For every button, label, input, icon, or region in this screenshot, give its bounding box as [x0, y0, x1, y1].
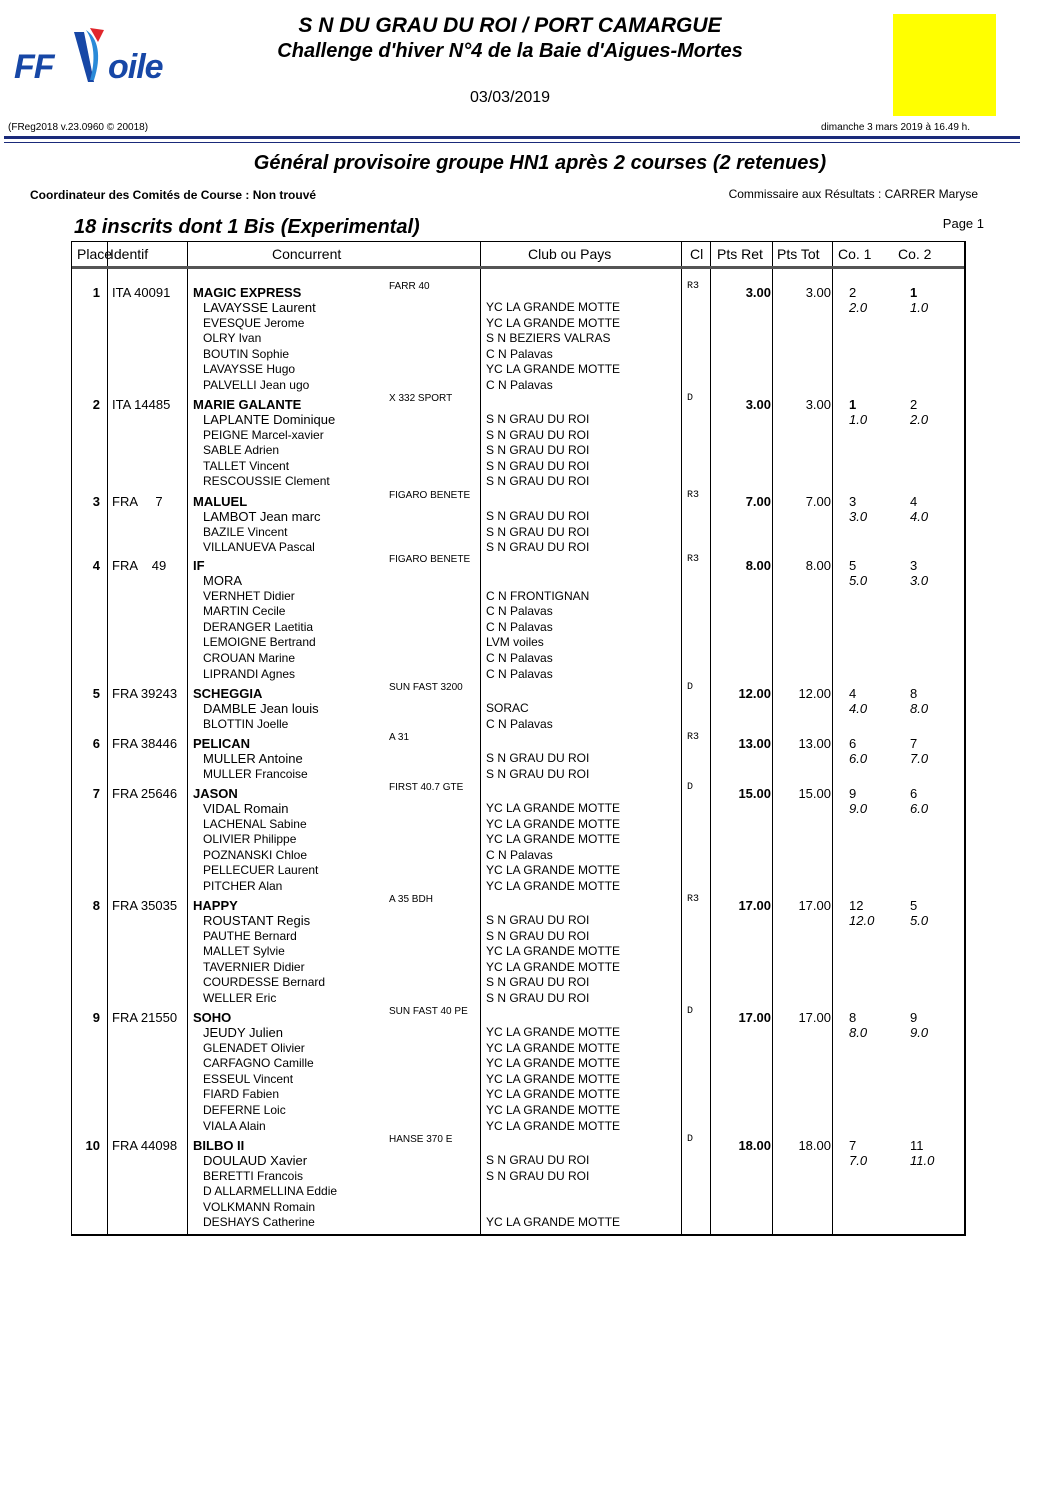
crew-club: YC LA GRANDE MOTTE	[486, 863, 621, 878]
race1-rank: 5	[849, 558, 857, 573]
crew-member	[72, 667, 964, 682]
race1-points: 8.0	[849, 1025, 868, 1040]
race1-rank: 9	[849, 786, 857, 801]
race2-rank: 6	[910, 786, 918, 801]
crew-member	[72, 540, 964, 555]
yellow-flag-box	[893, 14, 996, 116]
crew-club: S N GRAU DU ROI	[486, 991, 590, 1005]
place-number: 9	[92, 1010, 100, 1025]
class-code: D	[687, 393, 694, 404]
crew-member	[72, 651, 964, 666]
boat-name: MALUEL	[193, 494, 248, 509]
crew-club: C N Palavas	[486, 378, 553, 392]
sail-number: FRA 35035	[112, 898, 178, 913]
crew-name: BAZILE Vincent	[203, 524, 288, 539]
col-cl: Cl	[690, 246, 704, 262]
race1-points: 7.0	[849, 1153, 868, 1168]
crew-name: PEIGNE Marcel-xavier	[203, 427, 324, 442]
sail-number: FRA 25646	[112, 786, 178, 801]
crew-name: LIPRANDI Agnes	[203, 666, 296, 681]
crew-member	[72, 362, 964, 377]
crew-club: YC LA GRANDE MOTTE	[486, 801, 621, 815]
boat-name: SCHEGGIA	[193, 686, 263, 701]
crew-club: S N GRAU DU ROI	[486, 766, 590, 781]
class-code: R3	[687, 490, 700, 501]
race2-rank: 11	[910, 1138, 924, 1153]
class-code: R3	[687, 554, 700, 565]
points-retained: 18.00	[738, 1138, 771, 1153]
race1-points: 4.0	[849, 701, 868, 716]
skipper-name: LAVAYSSE Laurent	[203, 300, 316, 315]
crew-name: DEFERNE Loic	[203, 1103, 286, 1117]
crew-name: D ALLARMELLINA Eddie	[203, 1184, 338, 1199]
col-place: Place	[77, 246, 113, 262]
crew-club: C N Palavas	[486, 847, 553, 862]
class-code: R3	[687, 732, 700, 743]
boat-type: A 31	[389, 732, 410, 743]
col-club: Club ou Pays	[528, 246, 612, 262]
col-pts-ret: Pts Ret	[717, 246, 763, 262]
crew-member	[72, 751, 964, 766]
race1-rank: 1	[849, 397, 857, 412]
crew-member	[72, 1153, 964, 1168]
crew-name: DERANGER Laetitia	[203, 619, 314, 634]
crew-name: CROUAN Marine	[203, 651, 296, 665]
crew-name: GLENADET Olivier	[203, 1040, 305, 1055]
crew-member	[72, 879, 964, 894]
crew-club: SORAC	[486, 701, 529, 715]
race1-rank: 2	[849, 285, 857, 300]
boat-name: PELICAN	[193, 736, 251, 751]
sail-v-icon	[72, 26, 106, 84]
crew-name: MULLER Francoise	[203, 766, 308, 781]
points-retained: 3.00	[745, 285, 771, 300]
class-code: R3	[687, 281, 700, 292]
crew-member	[72, 347, 964, 362]
place-number: 2	[92, 397, 100, 412]
crew-club: C N Palavas	[486, 346, 553, 361]
crew-member	[72, 620, 964, 635]
crew-name: BOUTIN Sophie	[203, 346, 290, 361]
crew-club: YC LA GRANDE MOTTE	[486, 959, 621, 974]
crew-member	[72, 1041, 964, 1056]
points-retained: 15.00	[738, 786, 771, 801]
crew-name: OLRY Ivan	[203, 331, 262, 346]
place-number: 7	[92, 786, 100, 801]
page-number: Page 1	[942, 216, 984, 231]
class-code: R3	[687, 894, 700, 905]
boat-type: X 332 SPORT	[389, 393, 453, 404]
crew-club: S N GRAU DU ROI	[486, 524, 590, 539]
race1-points: 6.0	[849, 751, 868, 766]
crew-member	[72, 1184, 964, 1199]
race1-rank: 7	[849, 1138, 857, 1153]
race2-points: 1.0	[910, 300, 929, 315]
crew-member	[72, 975, 964, 990]
crew-member	[72, 717, 964, 732]
sail-number: ITA 14485	[112, 397, 171, 412]
class-code: D	[687, 1006, 694, 1017]
skipper-name: MULLER Antoine	[203, 751, 303, 766]
crew-member	[72, 848, 964, 863]
crew-member	[72, 378, 964, 393]
race2-points: 7.0	[910, 751, 929, 766]
race2-rank: 5	[910, 898, 918, 913]
points-total: 3.00	[805, 397, 831, 412]
crew-club: C N Palavas	[486, 604, 553, 619]
crew-name: COURDESSE Bernard	[203, 975, 326, 990]
crew-name: RESCOUSSIE Clement	[203, 474, 330, 489]
crew-name: VOLKMANN Romain	[203, 1199, 316, 1214]
crew-name: VILLANUEVA Pascal	[203, 540, 315, 555]
commissioner-line: Commissaire aux Résultats : CARRER Maryse	[728, 187, 978, 201]
points-retained: 13.00	[738, 736, 771, 751]
crew-member	[72, 801, 964, 816]
results-subtitle: Général provisoire groupe HN1 après 2 courses (2 retenues)	[253, 152, 827, 174]
race2-rank: 2	[910, 397, 918, 412]
crew-club: S N GRAU DU ROI	[486, 1153, 590, 1167]
points-total: 17.00	[798, 898, 831, 913]
points-total: 8.00	[805, 558, 831, 573]
race1-rank: 12	[849, 898, 864, 913]
crew-member	[72, 428, 964, 443]
crew-club: YC LA GRANDE MOTTE	[486, 1025, 621, 1039]
race2-points: 8.0	[910, 701, 929, 716]
boat-name: MAGIC EXPRESS	[193, 285, 302, 300]
points-total: 12.00	[798, 686, 831, 701]
points-retained: 3.00	[745, 397, 771, 412]
race1-rank: 3	[849, 494, 857, 509]
place-number: 10	[85, 1138, 100, 1153]
entries-summary: 18 inscrits dont 1 Bis (Experimental)	[74, 216, 420, 238]
race2-rank: 1	[910, 285, 918, 300]
crew-member	[72, 929, 964, 944]
crew-name: EVESQUE Jerome	[203, 315, 305, 330]
skipper-name: LAMBOT Jean marc	[203, 509, 321, 524]
crew-member	[72, 1119, 964, 1134]
crew-name: DESHAYS Catherine	[203, 1215, 315, 1230]
boat-type: FIRST 40.7 GTE	[389, 782, 464, 793]
skipper-name: JEUDY Julien	[203, 1025, 283, 1040]
crew-member	[72, 767, 964, 782]
points-total: 15.00	[798, 786, 831, 801]
crew-club: S N GRAU DU ROI	[486, 458, 590, 473]
boat-name: IF	[193, 558, 205, 573]
race1-points: 3.0	[849, 509, 868, 524]
crew-club: S N GRAU DU ROI	[486, 412, 590, 426]
sail-number: FRA 49	[112, 558, 167, 573]
points-retained: 17.00	[738, 898, 771, 913]
crew-club: C N FRONTIGNAN	[486, 588, 590, 603]
race2-points: 6.0	[910, 801, 929, 816]
crew-member	[72, 817, 964, 832]
crew-member	[72, 832, 964, 847]
crew-club: YC LA GRANDE MOTTE	[486, 1056, 621, 1071]
crew-name: PAUTHE Bernard	[203, 928, 297, 943]
crew-member	[72, 316, 964, 331]
crew-club: LVM voiles	[486, 635, 544, 650]
skipper-name: ROUSTANT Regis	[203, 913, 311, 928]
crew-club: C N Palavas	[486, 619, 553, 634]
crew-club: YC LA GRANDE MOTTE	[486, 362, 621, 377]
results-table	[71, 241, 966, 1236]
sail-number: FRA 44098	[112, 1138, 178, 1153]
crew-member	[72, 459, 964, 474]
points-total: 7.00	[805, 494, 831, 509]
crew-member	[72, 331, 964, 346]
race2-rank: 3	[910, 558, 918, 573]
crew-member	[72, 635, 964, 650]
crew-name: PELLECUER Laurent	[203, 863, 319, 878]
event-title: Challenge d'hiver N°4 de la Baie d'Aigues-Mortes	[277, 40, 743, 62]
race2-points: 11.0	[910, 1153, 935, 1168]
crew-member	[72, 701, 964, 716]
race2-rank: 8	[910, 686, 918, 701]
points-total: 13.00	[798, 736, 831, 751]
crew-club: S N GRAU DU ROI	[486, 474, 590, 489]
race1-points: 5.0	[849, 573, 868, 588]
crew-club: YC LA GRANDE MOTTE	[486, 1103, 621, 1117]
crew-name: PALVELLI Jean ugo	[203, 378, 310, 392]
col-co1: Co. 1	[838, 246, 872, 262]
crew-club: YC LA GRANDE MOTTE	[486, 1040, 621, 1055]
boat-name: JASON	[193, 786, 238, 801]
crew-member	[72, 525, 964, 540]
crew-member	[72, 474, 964, 489]
crew-club: YC LA GRANDE MOTTE	[486, 944, 621, 959]
race2-rank: 7	[910, 736, 918, 751]
crew-club: C N Palavas	[486, 651, 553, 665]
crew-name: LEMOIGNE Bertrand	[203, 635, 316, 650]
points-retained: 7.00	[745, 494, 771, 509]
crew-name: MARTIN Cecile	[203, 604, 286, 619]
crew-club: YC LA GRANDE MOTTE	[486, 315, 621, 330]
crew-name: VERNHET Didier	[203, 588, 295, 603]
crew-member	[72, 960, 964, 975]
crew-name: PITCHER Alan	[203, 879, 283, 893]
crew-name: LACHENAL Sabine	[203, 816, 307, 831]
crew-club: YC LA GRANDE MOTTE	[486, 879, 621, 893]
crew-member	[72, 1215, 964, 1230]
crew-member	[72, 1087, 964, 1102]
col-identif: Identif	[110, 246, 149, 262]
col-pts-tot: Pts Tot	[777, 246, 820, 262]
place-number: 5	[92, 686, 100, 701]
boat-type: FIGARO BENETE	[389, 490, 471, 501]
race2-rank: 9	[910, 1010, 918, 1025]
boat-type: A 35 BDH	[389, 894, 433, 905]
race1-points: 1.0	[849, 412, 868, 427]
race2-points: 5.0	[910, 913, 929, 928]
crew-club: YC LA GRANDE MOTTE	[486, 816, 621, 831]
race2-points: 3.0	[910, 573, 929, 588]
ffvoile-logo: FF oile	[14, 24, 164, 86]
points-total: 17.00	[798, 1010, 831, 1025]
race1-points: 12.0	[849, 913, 875, 928]
crew-name: BLOTTIN Joelle	[203, 716, 289, 731]
boat-type: SUN FAST 40 PE	[389, 1006, 468, 1017]
sail-number: FRA 7	[112, 494, 163, 509]
crew-name: LAVAYSSE Hugo	[203, 362, 296, 377]
crew-name: CARFAGNO Camille	[203, 1056, 314, 1071]
boat-type: FARR 40	[389, 281, 430, 292]
points-total: 18.00	[798, 1138, 831, 1153]
crew-member	[72, 1169, 964, 1184]
crew-member	[72, 1200, 964, 1215]
crew-club: S N GRAU DU ROI	[486, 443, 590, 458]
crew-member	[72, 1103, 964, 1118]
crew-name: MALLET Sylvie	[203, 944, 285, 959]
crew-member	[72, 913, 964, 928]
points-total: 3.00	[805, 285, 831, 300]
sail-number: FRA 39243	[112, 686, 178, 701]
race2-points: 2.0	[910, 412, 929, 427]
class-code: D	[687, 782, 694, 793]
place-number: 6	[92, 736, 100, 751]
place-number: 4	[92, 558, 100, 573]
crew-club: YC LA GRANDE MOTTE	[486, 832, 621, 847]
crew-name: TALLET Vincent	[203, 458, 290, 473]
coordinator-line: Coordinateur des Comités de Course : Non trouvé	[30, 188, 317, 202]
crew-club: YC LA GRANDE MOTTE	[486, 1118, 621, 1133]
crew-club: S N GRAU DU ROI	[486, 509, 590, 523]
boat-type: SUN FAST 3200	[389, 682, 463, 693]
class-code: D	[687, 1134, 694, 1145]
crew-name: WELLER Eric	[203, 991, 277, 1005]
crew-name: VIALA Alain	[203, 1118, 266, 1133]
race1-points: 9.0	[849, 801, 868, 816]
crew-member	[72, 300, 964, 315]
crew-club: S N GRAU DU ROI	[486, 975, 590, 990]
crew-name: BERETTI Francois	[203, 1168, 304, 1183]
crew-member	[72, 589, 964, 604]
crew-name: SABLE Adrien	[203, 443, 280, 458]
software-version: (FReg2018 v.23.0960 © 20018)	[8, 122, 149, 133]
crew-club: S N GRAU DU ROI	[486, 1168, 590, 1183]
crew-club: YC LA GRANDE MOTTE	[486, 1087, 621, 1102]
points-retained: 8.00	[745, 558, 771, 573]
crew-name: TAVERNIER Didier	[203, 959, 305, 974]
printed-timestamp: dimanche 3 mars 2019 à 16.49 h.	[821, 122, 970, 133]
boat-name: BILBO II	[193, 1138, 245, 1153]
crew-member	[72, 509, 964, 524]
race1-points: 2.0	[849, 300, 868, 315]
skipper-name: DAMBLE Jean louis	[203, 701, 319, 716]
boat-name: HAPPY	[193, 898, 238, 913]
skipper-name: DOULAUD Xavier	[203, 1153, 308, 1168]
header-divider-thin	[4, 142, 1020, 143]
sail-number: FRA 38446	[112, 736, 178, 751]
crew-club: YC LA GRANDE MOTTE	[486, 1215, 621, 1230]
crew-member	[72, 1025, 964, 1040]
crew-member	[72, 443, 964, 458]
col-concurrent: Concurrent	[272, 246, 342, 262]
crew-club: S N GRAU DU ROI	[486, 928, 590, 943]
place-number: 3	[92, 494, 100, 509]
crew-member	[72, 863, 964, 878]
crew-member	[72, 1056, 964, 1071]
race2-rank: 4	[910, 494, 918, 509]
race1-rank: 4	[849, 686, 857, 701]
race1-rank: 6	[849, 736, 857, 751]
race1-rank: 8	[849, 1010, 857, 1025]
page-title: S N DU GRAU DU ROI / PORT CAMARGUE	[298, 14, 722, 37]
race2-points: 4.0	[910, 509, 929, 524]
crew-name: POZNANSKI Chloe	[203, 847, 308, 862]
crew-member	[72, 412, 964, 427]
boat-name: SOHO	[193, 1010, 232, 1025]
boat-name: MARIE GALANTE	[193, 397, 302, 412]
crew-club: S N GRAU DU ROI	[486, 427, 590, 442]
header-divider	[4, 136, 1020, 139]
crew-club: YC LA GRANDE MOTTE	[486, 1071, 621, 1086]
crew-name: ESSEUL Vincent	[203, 1071, 294, 1086]
crew-member	[72, 991, 964, 1006]
boat-type: FIGARO BENETE	[389, 554, 471, 565]
race2-points: 9.0	[910, 1025, 929, 1040]
crew-name: OLIVIER Philippe	[203, 832, 297, 847]
crew-club: C N Palavas	[486, 666, 553, 681]
class-code: D	[687, 682, 694, 693]
sail-number: ITA 40091	[112, 285, 171, 300]
crew-club: YC LA GRANDE MOTTE	[486, 300, 621, 314]
skipper-name: LAPLANTE Dominique	[203, 412, 336, 427]
crew-club: S N GRAU DU ROI	[486, 751, 590, 765]
points-retained: 17.00	[738, 1010, 771, 1025]
crew-name: FIARD Fabien	[203, 1087, 280, 1102]
place-number: 1	[92, 285, 100, 300]
col-co2: Co. 2	[898, 246, 932, 262]
crew-club: C N Palavas	[486, 716, 553, 731]
points-retained: 12.00	[738, 686, 771, 701]
place-number: 8	[92, 898, 100, 913]
crew-club: S N GRAU DU ROI	[486, 540, 590, 555]
crew-member	[72, 573, 964, 588]
skipper-name: VIDAL Romain	[203, 801, 289, 816]
crew-club: S N BEZIERS VALRAS	[486, 331, 611, 346]
crew-club: S N GRAU DU ROI	[486, 913, 590, 927]
boat-type: HANSE 370 E	[389, 1134, 453, 1145]
crew-member	[72, 1072, 964, 1087]
sail-number: FRA 21550	[112, 1010, 178, 1025]
crew-member	[72, 604, 964, 619]
skipper-name: MORA	[203, 573, 242, 588]
crew-member	[72, 944, 964, 959]
event-date: 03/03/2019	[469, 89, 551, 106]
table-header	[72, 242, 964, 269]
